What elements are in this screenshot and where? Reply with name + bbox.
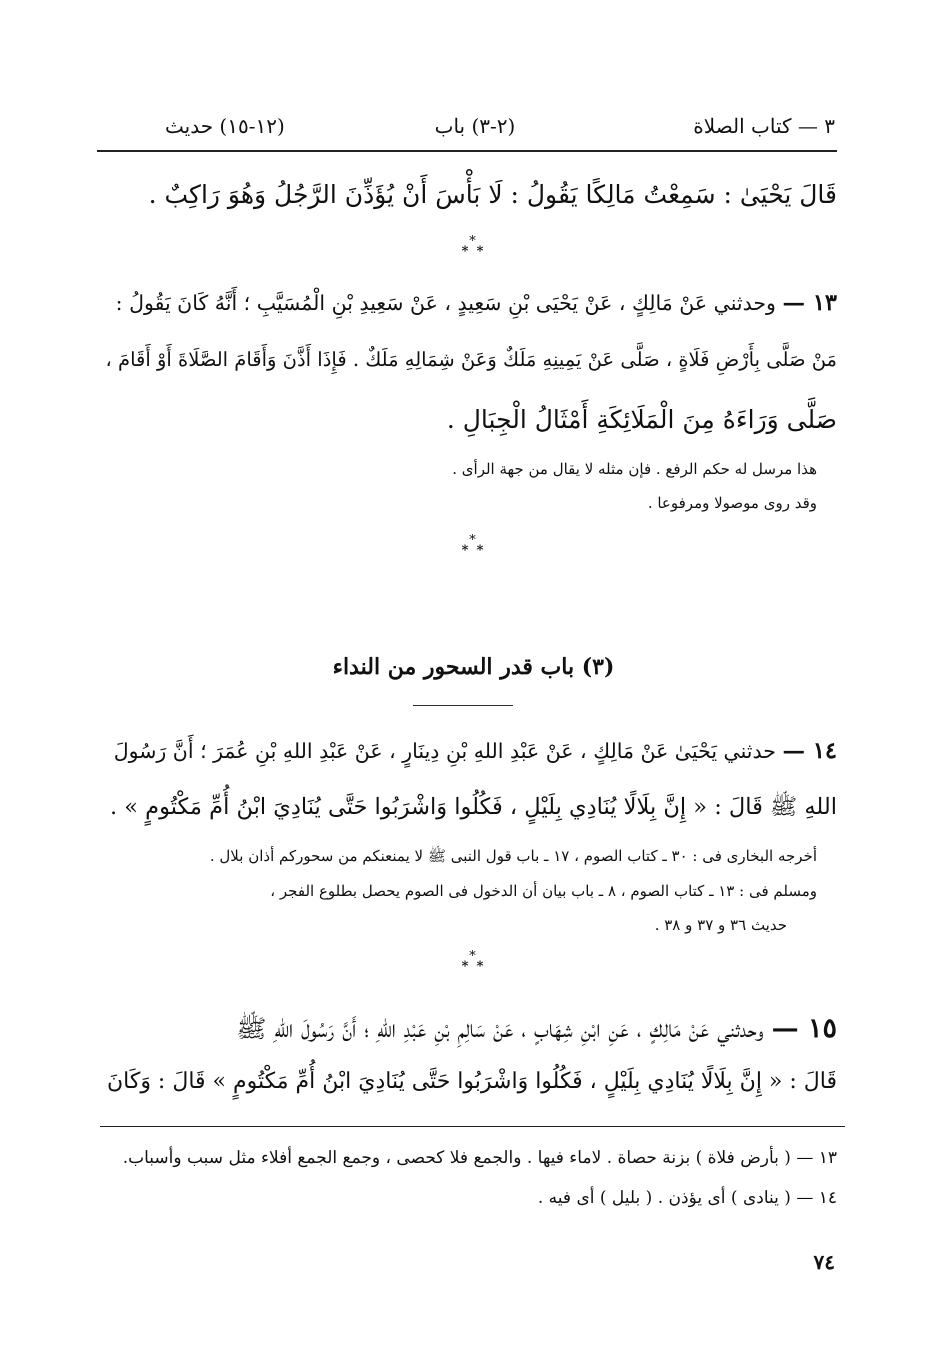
star-pair: * * xyxy=(461,959,486,974)
separator-stars xyxy=(0,949,947,974)
hadith-13-line-2: مَنْ صَلَّى بِأَرْضِ فَلَاةٍ ، صَلَّى عَنْ يَمِينِهِ مَلَكٌ وَعَنْ شِمَالِهِ مَلَكٌ . فَإِذَا أَذَّنَ وَأَقَامَ الصَّلَاةَ أَوْ أَقَامَ ، xyxy=(105,348,837,371)
footnote-14: ١٤ — ( ينادى ) أى يؤذن . ( بليل ) أى فيه . xyxy=(537,1188,837,1208)
running-header xyxy=(95,108,835,148)
hadith-number: ١٤ — xyxy=(782,738,837,764)
star-pair: * * xyxy=(461,244,486,259)
separator-stars xyxy=(0,533,947,558)
header-book-title: ٣ — كتاب الصلاة xyxy=(693,114,835,138)
hadith-13-note-1: هذا مرسل له حكم الرفع . فإن مثله لا يقال من جهة الرأى . xyxy=(452,460,817,478)
page-number: ٧٤ xyxy=(813,1250,835,1274)
hadith-number: ١٣ — xyxy=(782,290,837,316)
hadith-text: وحدثني عَنْ مَالِكٍ ، عَنِ ابْنِ شِهَابٍ ، عَنْ سَالِمِ بْنِ عَبْدِ اللهِ ؛ أَنَّ رَسُولَ اللهِ ﷺ xyxy=(236,1014,764,1043)
header-hadith-range: (١٢-١٥) حديث xyxy=(165,114,285,138)
star-pair: * * xyxy=(461,543,486,558)
hadith-14-note-3: حديث ٣٦ و ٣٧ و ٣٨ . xyxy=(654,916,787,934)
hadith-text: حدثني يَحْيَىٰ عَنْ مَالِكٍ ، عَنْ عَبْدِ اللهِ بْنِ دِينَارٍ ، عَنْ عَبْدِ اللهِ بْنِ عُمَرَ ؛ أَنَّ رَسُولَ xyxy=(113,739,776,763)
hadith-14-note-2: ومسلم فى : ١٣ ـ كتاب الصوم ، ٨ ـ باب بيان أن الدخول فى الصوم يحصل بطلوع الفجر ، xyxy=(270,882,817,900)
hadith-13-line-1 xyxy=(100,290,837,316)
chapter-title: (٣) باب قدر السحور من النداء xyxy=(332,654,615,680)
star: * xyxy=(469,234,478,249)
hadith-13-line-3: صَلَّى وَرَاءَهُ مِنَ الْمَلَائِكَةِ أَمْثَالُ الْجِبَالِ . xyxy=(446,405,837,434)
chapter-underline xyxy=(413,705,513,706)
header-chapter-range: (٢-٣) باب xyxy=(434,114,516,138)
header-divider xyxy=(97,150,837,152)
footnote-13: ١٣ — ( بأرض فلاة ) بزنة حصاة . لاماء فيها . والجمع فلا كحصى ، وجمع الجمع أفلاء مثل سبب وأسباب. xyxy=(122,1148,837,1168)
footnote-divider xyxy=(100,1126,845,1127)
hadith-15-line-1 xyxy=(100,1013,837,1050)
star: * xyxy=(469,949,478,964)
text-line: قَالَ يَحْيَىٰ : سَمِعْتُ مَالِكًا يَقُولُ : لَا بَأْسَ أَنْ يُؤَذِّنَ الرَّجُلُ وَهُوَ رَاكِبٌ . xyxy=(148,180,837,209)
hadith-14-line-2: اللهِ ﷺ قَالَ : « إِنَّ بِلَالًا يُنَادِي بِلَيْلٍ ، فَكُلُوا وَاشْرَبُوا حَتَّى يُنَادِيَ ابْنُ أُمِّ مَكْتُومٍ » . xyxy=(109,794,837,820)
star: * xyxy=(469,533,478,548)
hadith-14-line-1 xyxy=(100,738,837,764)
hadith-14-note-1: أخرجه البخارى فى : ٣٠ ـ كتاب الصوم ، ١٧ ـ باب قول النبى ﷺ لا يمنعنكم من سحوركم أذان بلال . xyxy=(209,847,817,865)
separator-stars xyxy=(0,234,947,259)
hadith-15-line-2: قَالَ : « إِنَّ بِلَالًا يُنَادِي بِلَيْلٍ ، فَكُلُوا وَاشْرَبُوا حَتَّى يُنَادِيَ ابْنُ أُمِّ مَكْتُومٍ » قَالَ : وَكَانَ xyxy=(106,1069,837,1094)
hadith-text: وحدثني عَنْ مَالِكٍ ، عَنْ يَحْيَى بْنِ سَعِيدٍ ، عَنْ سَعِيدِ بْنِ الْمُسَيَّبِ ؛ أَنَّهُ كَانَ يَقُولُ : xyxy=(115,291,776,315)
hadith-13-note-2: وقد روى موصولا ومرفوعا . xyxy=(647,494,817,512)
hadith-number: ١٥ — xyxy=(771,1013,837,1044)
